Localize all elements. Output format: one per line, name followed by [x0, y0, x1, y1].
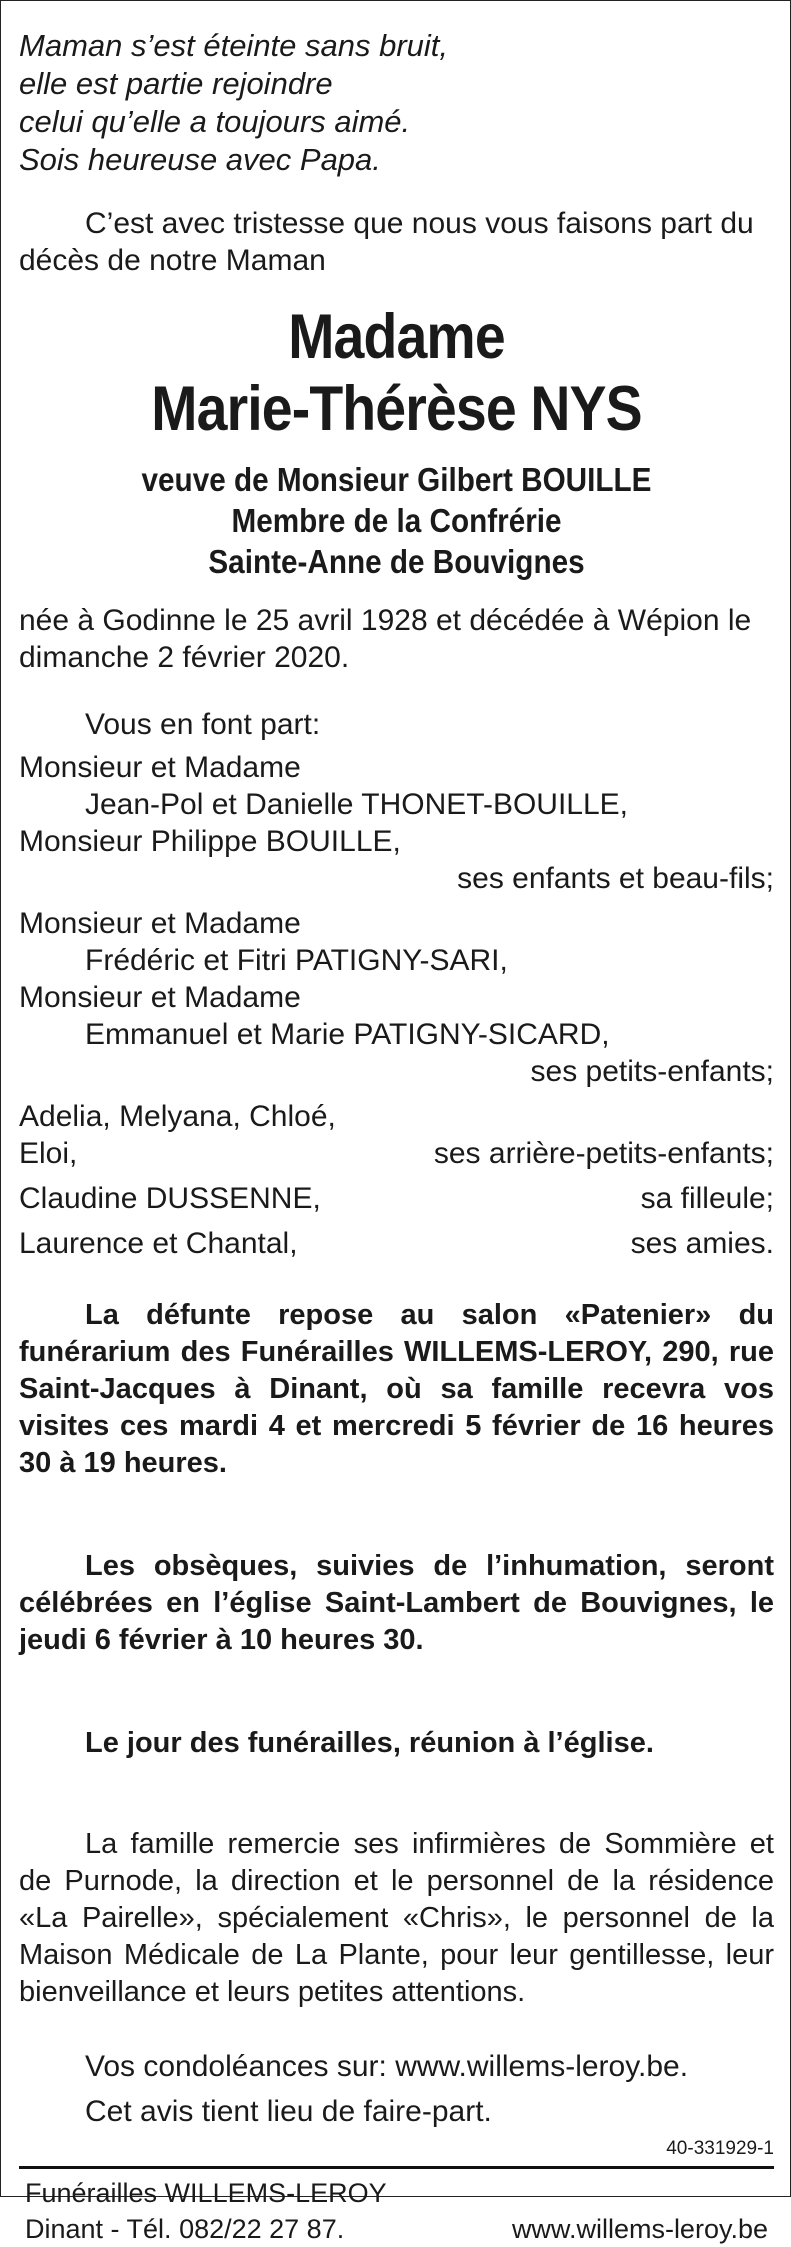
- company-name: Funérailles WILLEMS-LEROY: [25, 2178, 387, 2208]
- list-item: Emmanuel et Marie PATIGNY-SICARD,: [85, 1018, 610, 1051]
- list-item: Monsieur Philippe BOUILLE,: [19, 825, 401, 858]
- list-item-name: Laurence et Chantal,: [19, 1227, 298, 1260]
- condolences-text: Vos condoléances sur: www.willems-leroy.be.: [85, 2050, 689, 2083]
- family-goddaughter: [19, 1180, 774, 1217]
- intro-text: C’est avec tristesse que nous vous faisons part du décès de notre Maman: [19, 207, 754, 277]
- membership-line: Sainte-Anne de Bouvignes: [208, 543, 585, 580]
- family-role: ses petits-enfants;: [530, 1055, 774, 1088]
- deceased-title: Madame: [288, 302, 505, 372]
- thanks-text: La famille remercie ses infirmières de Sommière et de Purnode, la direction et le personnel de la résidence «La Pairelle», spécialement «Chris», le personnel de la Maison Médicale de La Plante, pour leur gentillesse, leur bienveillance et leurs petites attentions.: [19, 1828, 774, 2008]
- family-role: ses amies.: [630, 1227, 774, 1260]
- notice-text: Cet avis tient lieu de faire-part.: [85, 2095, 492, 2128]
- phone-number: Dinant - Tél. 082/22 27 87.: [25, 2214, 345, 2244]
- footer-contact: [25, 2175, 387, 2247]
- list-item-name: Claudine DUSSENNE,: [19, 1182, 321, 1215]
- poem-line: Maman s’est éteinte sans bruit,: [19, 28, 449, 63]
- list-item: [19, 1135, 774, 1172]
- poem-line: celui qu’elle a toujours aimé.: [19, 104, 411, 139]
- family-grandchildren: [19, 905, 774, 1090]
- birth-death-text: née à Godinne le 25 avril 1928 et décédée à Wépion le dimanche 2 février 2020.: [19, 604, 752, 674]
- family-role: ses arrière-petits-enfants;: [433, 1137, 774, 1170]
- list-item: Monsieur et Madame: [19, 907, 301, 940]
- poem: [19, 27, 774, 179]
- family-role: ses enfants et beau-fils;: [457, 862, 774, 895]
- family-role: sa filleule;: [640, 1182, 774, 1215]
- family-friends: [19, 1225, 774, 1262]
- family-intro: Vous en font part:: [85, 708, 321, 741]
- poem-line: elle est partie rejoindre: [19, 66, 333, 101]
- list-item: Adelia, Melyana, Chloé,: [19, 1100, 336, 1133]
- family-great-grandchildren: [19, 1098, 774, 1172]
- poem-line: Sois heureuse avec Papa.: [19, 142, 381, 177]
- membership-line: Membre de la Confrérie: [231, 502, 562, 539]
- widow-line: veuve de Monsieur Gilbert BOUILLE: [141, 461, 652, 498]
- deceased-name: Marie-Thérèse NYS: [151, 374, 642, 444]
- funeral-info: Les obsèques, suivies de l’inhumation, seront célébrées en l’église Saint-Lambert de Bouvignes, le jeudi 6 février à 10 heures 30.: [19, 1550, 774, 1656]
- list-item: Monsieur et Madame: [19, 981, 301, 1014]
- website-link[interactable]: www.willems-leroy.be: [511, 2214, 768, 2244]
- footer: [19, 2169, 774, 2247]
- rest-info: La défunte repose au salon «Patenier» du funérarium des Funérailles WILLEMS-LEROY, 290, rue Saint-Jacques à Dinant, où sa famille recevra vos visites ces mardi 4 et mercredi 5 février de 16 heures 30 à 19 heures.: [19, 1299, 774, 1479]
- list-item: Frédéric et Fitri PATIGNY-SARI,: [85, 944, 508, 977]
- family-children: [19, 749, 774, 897]
- meeting-info: Le jour des funérailles, réunion à l’église.: [85, 1727, 654, 1759]
- list-item: Jean-Pol et Danielle THONET-BOUILLE,: [85, 788, 629, 821]
- list-item-name: Eloi,: [19, 1137, 78, 1170]
- reference-number: 40-331929-1: [666, 2138, 774, 2159]
- list-item: Monsieur et Madame: [19, 751, 301, 784]
